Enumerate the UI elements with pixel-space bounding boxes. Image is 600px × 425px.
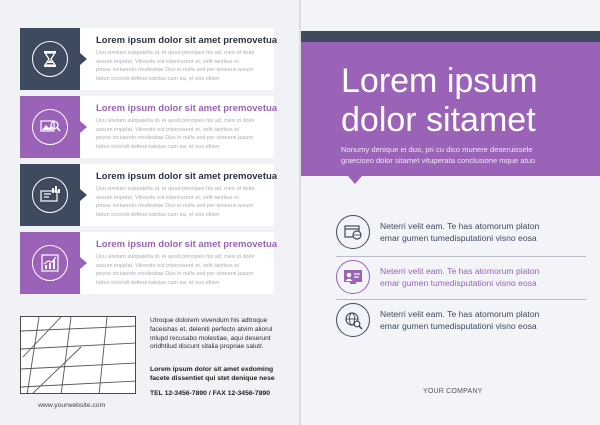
pointer-arrow <box>80 257 87 269</box>
body-line: assum impelat. Viirendo est interessent et, velit tantitue et <box>96 126 239 133</box>
user-profile-icon <box>336 260 370 294</box>
feature-tile <box>20 28 80 90</box>
feature-body <box>96 117 268 151</box>
right-item-1 <box>336 215 586 249</box>
presentation-chart-icon <box>32 177 68 213</box>
body-line: Usu viretum subpatella id, et quod principes his ad, meo id dolor <box>96 118 255 124</box>
hero-title <box>341 62 538 140</box>
item-divider <box>336 299 586 300</box>
highlight-line: Lorem ipsum dolor sit amet exdoming <box>150 366 274 373</box>
item-line: emar gumen tumedisputationi visno eosa <box>380 278 537 288</box>
feature-tile <box>20 232 80 294</box>
pointer-arrow <box>80 189 87 201</box>
body-line: Usu viretum subpatella id, et quod principes his ad, meo id dolor <box>96 186 255 192</box>
web-card-icon <box>336 215 370 249</box>
body-line: posse inciuendo modestiae Duo in nulla sed per tenearsi ipsum <box>96 271 254 278</box>
body-line: tation incondi defens-tatotus cum ea, et eos ellam <box>96 143 220 150</box>
body-line: assum impelat. Viirendo est interessent et, velit tantitue et <box>96 58 239 65</box>
body-line: Usu viretum subpatella id, et quod principes his ad, meo id dolor <box>96 50 255 56</box>
subtitle-line: graeciseo dolor sitamet vituperata conclusione mque atuo <box>341 155 536 165</box>
pointer-arrow <box>80 53 87 65</box>
item-line: Neterri velit eam. Te has atomorum platon <box>380 221 540 231</box>
hero-pointer <box>348 176 362 184</box>
paragraph-line: oridhtilud discunt sitalia propriae salutr. <box>150 343 264 351</box>
feature-block-4 <box>20 232 278 294</box>
item-text <box>380 265 539 289</box>
hourglass-icon <box>32 41 68 77</box>
feature-body <box>96 49 268 83</box>
paragraph-line: faceishas et, deleniti perfecto atvim aliorul <box>150 325 273 333</box>
feature-body <box>96 185 268 219</box>
right-item-3 <box>336 303 586 337</box>
item-line: emar gumen tumedisputationi visno eosa <box>380 321 537 331</box>
hero-panel <box>301 42 600 176</box>
contact-paragraph <box>150 317 290 352</box>
hero-subtitle <box>341 145 535 166</box>
paragraph-line: Utroque dolorem vivendum his adtroque <box>150 317 268 324</box>
item-line: emar gumen tumedisputationi visno eosa <box>380 233 537 243</box>
subtitle-line: Nonumy denique ei duo, pri cu dico munere deseruissele <box>341 145 533 154</box>
feature-heading: Lorem ipsum dolor sit amet premovetua <box>96 171 278 182</box>
contact-highlight <box>150 365 290 383</box>
item-line: Neterri velit eam. Te has atomorum platon <box>380 266 540 276</box>
item-divider <box>336 256 586 257</box>
body-line: assum impelat. Viirendo est interessent et, velit tantitue et <box>96 262 239 269</box>
company-name: YOUR COMPANY <box>423 388 483 395</box>
title-line: Lorem ipsum <box>341 62 538 100</box>
body-line: posse inciuendo modestiae Duo in nulla sed per tenearsi ipsum <box>96 135 254 142</box>
body-line: tation incondi defens-tatotus cum ea, et eos ellam <box>96 279 220 286</box>
feature-tile <box>20 164 80 226</box>
body-line: assum impelat. Viirendo est interessent et, velit tantitue et <box>96 194 239 201</box>
top-accent-bar <box>301 31 600 42</box>
body-line: tation incondi defens-tatotus cum ea, et eos ellam <box>96 211 220 218</box>
image-search-icon <box>32 109 68 145</box>
feature-block-2 <box>20 96 278 158</box>
item-line: Neterri velit eam. Te has atomorum platon <box>380 309 540 319</box>
feature-block-3 <box>20 164 278 226</box>
feature-tile <box>20 96 80 158</box>
body-line: posse inciuendo modestiae Duo in nulla sed per tenearsi ipsum <box>96 203 254 210</box>
highlight-line: facete dissentiet qui stet denique nese <box>150 375 275 382</box>
feature-heading: Lorem ipsum dolor sit amet premovetua <box>96 35 278 46</box>
growth-chart-icon <box>32 245 68 281</box>
phone-fax: TEL 12-3456-7890 / FAX 12-3456-7890 <box>150 390 271 397</box>
body-line: posse inciuendo modestiae Duo in nulla sed per tenearsi ipsum <box>96 67 254 74</box>
right-item-2 <box>336 260 586 294</box>
title-line: dolor sitamet <box>341 101 536 139</box>
body-line: Usu viretum subpatella id, et quod principes his ad, meo id dolor <box>96 254 255 260</box>
feature-body <box>96 253 268 287</box>
feature-heading: Lorem ipsum dolor sit amet premovetua <box>96 103 278 114</box>
pointer-arrow <box>80 121 87 133</box>
item-text <box>380 308 539 332</box>
paragraph-line: mlupd recusabo molestiae, aqui deserunt <box>150 334 271 342</box>
item-text <box>380 220 539 244</box>
body-line: tation incondi defens-tatotus cum ea, et eos ellam <box>96 75 220 82</box>
globe-search-icon <box>336 303 370 337</box>
feature-heading: Lorem ipsum dolor sit amet premovetua <box>96 239 278 250</box>
photo-placeholder <box>20 316 136 394</box>
feature-block-1 <box>20 28 278 90</box>
website-url: www.yourwebsite.com <box>38 402 106 409</box>
